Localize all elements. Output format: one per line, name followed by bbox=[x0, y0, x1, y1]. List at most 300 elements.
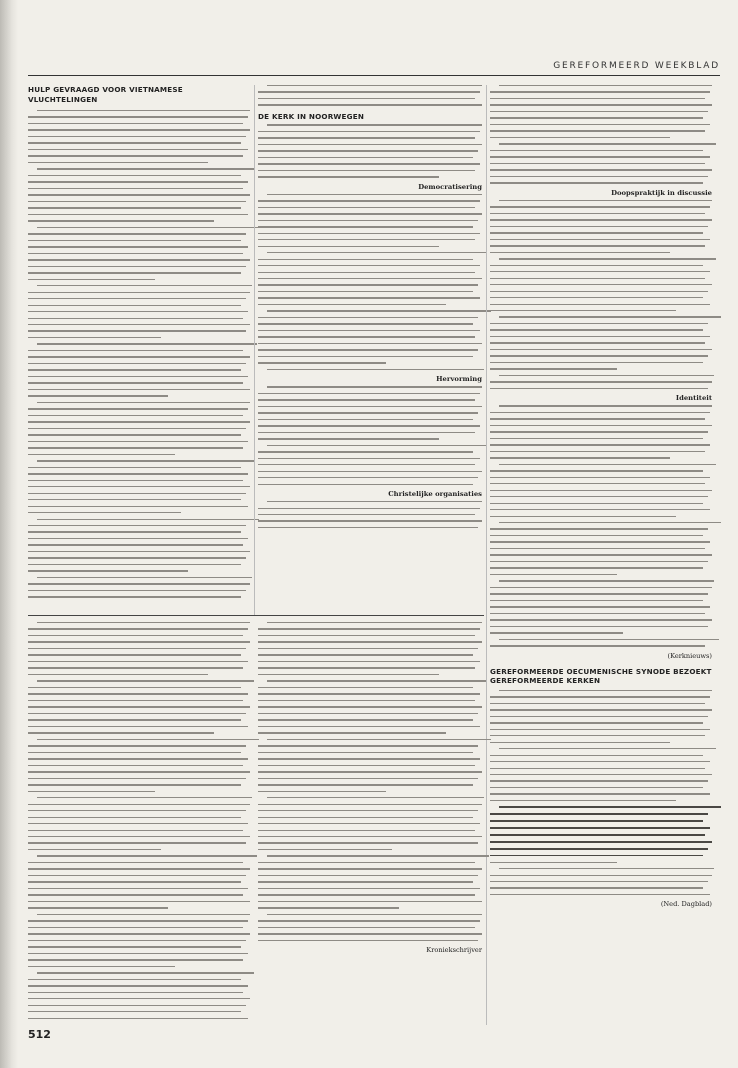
text-line bbox=[28, 570, 188, 571]
text-line bbox=[258, 291, 473, 292]
text-line bbox=[490, 323, 708, 324]
text-line bbox=[258, 527, 478, 528]
text-line bbox=[490, 722, 703, 723]
text-line bbox=[258, 170, 475, 171]
text-line bbox=[28, 324, 250, 325]
text-line bbox=[258, 200, 480, 201]
text-line bbox=[28, 421, 250, 422]
text-line bbox=[267, 622, 482, 623]
text-line bbox=[37, 622, 250, 623]
synod-signature: (Ned. Dagblad) bbox=[660, 900, 712, 909]
text-line bbox=[258, 674, 439, 675]
norway-title: DE KERK IN NOORWEGEN bbox=[258, 111, 365, 121]
text-line bbox=[28, 363, 246, 364]
text-line bbox=[258, 771, 482, 772]
synod-title: GEREFORMEERDE OECUMENISCHE SYNODE BEZOEKT GEREFORMEERDE KERKEN bbox=[490, 666, 712, 686]
text-line bbox=[28, 888, 248, 889]
text-line bbox=[37, 168, 255, 169]
text-line bbox=[37, 914, 250, 915]
text-line bbox=[258, 628, 480, 629]
vietnam-article bbox=[28, 85, 250, 603]
text-line bbox=[267, 445, 487, 446]
text-line bbox=[28, 486, 250, 487]
text-line bbox=[28, 201, 246, 202]
continuation-left bbox=[28, 622, 250, 1024]
text-line bbox=[28, 292, 250, 293]
continuation-middle-body bbox=[258, 622, 482, 941]
text-line bbox=[258, 817, 473, 818]
text-line bbox=[37, 460, 255, 461]
text-line bbox=[28, 693, 248, 694]
text-line bbox=[267, 310, 491, 311]
text-line bbox=[499, 690, 712, 691]
text-line bbox=[490, 206, 710, 207]
text-line bbox=[490, 632, 623, 633]
continuation-left-body bbox=[28, 622, 250, 1019]
text-line bbox=[490, 855, 703, 857]
text-line bbox=[490, 496, 708, 497]
text-line bbox=[267, 855, 489, 856]
text-line bbox=[490, 709, 712, 710]
text-line bbox=[28, 687, 241, 688]
text-line bbox=[258, 635, 475, 636]
text-line bbox=[28, 966, 175, 967]
text-line bbox=[28, 162, 208, 163]
text-line bbox=[258, 297, 480, 298]
text-line bbox=[267, 252, 487, 253]
text-line bbox=[258, 330, 480, 331]
text-line bbox=[267, 501, 482, 502]
text-line bbox=[28, 765, 243, 766]
text-line bbox=[490, 606, 710, 607]
text-line bbox=[490, 574, 617, 575]
text-line bbox=[28, 927, 243, 928]
text-line bbox=[490, 355, 708, 356]
text-line bbox=[28, 706, 250, 707]
text-line bbox=[490, 820, 703, 822]
text-line bbox=[490, 848, 708, 850]
text-line bbox=[267, 369, 484, 370]
text-line bbox=[258, 137, 475, 138]
text-line bbox=[258, 791, 386, 792]
text-line bbox=[499, 258, 717, 259]
text-line bbox=[28, 849, 161, 850]
text-line bbox=[258, 881, 473, 882]
text-line bbox=[28, 311, 248, 312]
text-line bbox=[37, 577, 252, 578]
text-line bbox=[258, 778, 478, 779]
text-line bbox=[258, 713, 478, 714]
text-line bbox=[490, 252, 670, 253]
text-line bbox=[490, 150, 703, 151]
text-line bbox=[258, 393, 480, 394]
continuation-middle bbox=[258, 622, 482, 955]
text-line bbox=[490, 528, 708, 529]
text-line bbox=[28, 784, 241, 785]
text-line bbox=[28, 830, 243, 831]
text-line bbox=[490, 91, 710, 92]
text-line bbox=[258, 520, 482, 521]
text-line bbox=[490, 887, 703, 888]
text-line bbox=[28, 408, 248, 409]
text-line bbox=[28, 810, 246, 811]
text-line bbox=[490, 774, 712, 775]
text-line bbox=[490, 265, 703, 266]
text-line bbox=[28, 129, 250, 130]
text-line bbox=[258, 176, 439, 177]
text-line bbox=[37, 680, 255, 681]
norway-sub-democratisering: Democratisering bbox=[418, 182, 482, 191]
right-sub-doopspraktijk: Doopspraktijk in discussie bbox=[611, 188, 712, 197]
text-line bbox=[28, 207, 241, 208]
text-line bbox=[490, 477, 710, 478]
text-line bbox=[28, 979, 241, 980]
text-line bbox=[258, 940, 478, 941]
text-line bbox=[28, 778, 246, 779]
text-line bbox=[258, 317, 478, 318]
text-line bbox=[258, 304, 446, 305]
text-line bbox=[28, 907, 168, 908]
text-line bbox=[499, 200, 712, 201]
text-line bbox=[490, 349, 712, 350]
text-line bbox=[490, 703, 705, 704]
text-line bbox=[258, 406, 482, 407]
text-line bbox=[258, 278, 482, 279]
text-line bbox=[490, 755, 703, 756]
text-line bbox=[490, 388, 708, 389]
text-line bbox=[490, 483, 705, 484]
text-line bbox=[490, 841, 712, 843]
text-line bbox=[490, 761, 710, 762]
text-line bbox=[28, 700, 243, 701]
text-line bbox=[28, 389, 250, 390]
text-line bbox=[258, 104, 482, 105]
text-line bbox=[28, 266, 246, 267]
text-line bbox=[28, 376, 248, 377]
text-line bbox=[258, 927, 475, 928]
text-line bbox=[258, 842, 478, 843]
text-line bbox=[258, 91, 480, 92]
text-line bbox=[490, 881, 708, 882]
norway-body-2 bbox=[258, 194, 482, 370]
text-line bbox=[490, 124, 710, 125]
text-line bbox=[490, 297, 703, 298]
text-line bbox=[490, 232, 703, 233]
text-line bbox=[490, 239, 710, 240]
text-line bbox=[490, 219, 712, 220]
text-line bbox=[267, 797, 484, 798]
norway-body-3 bbox=[258, 386, 482, 485]
text-line bbox=[258, 284, 478, 285]
text-line bbox=[28, 123, 243, 124]
text-line bbox=[490, 535, 703, 536]
text-line bbox=[28, 330, 246, 331]
text-line bbox=[267, 386, 482, 387]
text-line bbox=[499, 580, 714, 581]
text-line bbox=[37, 855, 257, 856]
text-line bbox=[258, 810, 478, 811]
text-line bbox=[258, 432, 475, 433]
text-line bbox=[258, 661, 480, 662]
text-line bbox=[258, 514, 475, 515]
text-line bbox=[258, 98, 475, 99]
text-line bbox=[28, 188, 243, 189]
right-body-3 bbox=[490, 405, 712, 646]
text-line bbox=[490, 213, 705, 214]
text-line bbox=[490, 470, 703, 471]
text-line bbox=[28, 214, 248, 215]
text-line bbox=[490, 827, 710, 829]
text-line bbox=[258, 693, 480, 694]
text-line bbox=[28, 920, 248, 921]
text-line bbox=[258, 458, 480, 459]
text-line bbox=[490, 800, 676, 801]
text-line bbox=[28, 441, 248, 442]
page-binding-shadow bbox=[0, 0, 18, 1068]
text-line bbox=[258, 726, 480, 727]
text-line bbox=[490, 729, 710, 730]
text-line bbox=[28, 525, 246, 526]
text-line bbox=[258, 451, 473, 452]
text-line bbox=[490, 862, 617, 863]
text-line bbox=[258, 823, 480, 824]
text-line bbox=[28, 382, 243, 383]
text-line bbox=[28, 531, 241, 532]
text-line bbox=[258, 508, 480, 509]
text-line bbox=[499, 748, 717, 749]
text-line bbox=[499, 375, 714, 376]
text-line bbox=[28, 654, 241, 655]
text-line bbox=[490, 813, 708, 815]
right-body-1 bbox=[490, 85, 712, 184]
text-line bbox=[28, 661, 248, 662]
text-line bbox=[28, 1011, 241, 1012]
text-line bbox=[28, 395, 168, 396]
text-line bbox=[258, 933, 482, 934]
text-line bbox=[28, 415, 243, 416]
text-line bbox=[37, 519, 259, 520]
text-line bbox=[28, 116, 248, 117]
text-line bbox=[28, 583, 250, 584]
text-line bbox=[28, 726, 248, 727]
text-line bbox=[490, 567, 703, 568]
text-line bbox=[28, 538, 248, 539]
norway-intro bbox=[258, 85, 482, 106]
text-line bbox=[490, 368, 617, 369]
text-line bbox=[490, 735, 705, 736]
text-line bbox=[258, 226, 473, 227]
text-line bbox=[499, 85, 712, 86]
text-line bbox=[28, 836, 250, 837]
text-line bbox=[28, 142, 241, 143]
text-line bbox=[490, 130, 705, 131]
text-line bbox=[28, 428, 246, 429]
text-line bbox=[28, 220, 214, 221]
text-line bbox=[28, 447, 243, 448]
text-line bbox=[258, 804, 482, 805]
text-line bbox=[490, 169, 712, 170]
text-line bbox=[499, 405, 712, 406]
text-line bbox=[28, 318, 243, 319]
text-line bbox=[258, 687, 473, 688]
section-divider bbox=[28, 615, 484, 616]
text-line bbox=[490, 793, 710, 794]
text-line bbox=[28, 155, 243, 156]
text-line bbox=[28, 771, 250, 772]
text-line bbox=[28, 551, 250, 552]
text-line bbox=[258, 157, 473, 158]
text-line bbox=[499, 464, 717, 465]
text-line bbox=[258, 323, 473, 324]
text-line bbox=[28, 590, 246, 591]
norway-sub-hervorming: Hervorming bbox=[436, 375, 482, 384]
text-line bbox=[490, 875, 712, 876]
text-line bbox=[28, 259, 250, 260]
text-line bbox=[490, 619, 712, 620]
text-line bbox=[28, 240, 241, 241]
text-line bbox=[258, 732, 446, 733]
text-line bbox=[490, 516, 676, 517]
text-line bbox=[490, 451, 705, 452]
text-line bbox=[28, 564, 241, 565]
text-line bbox=[490, 768, 705, 769]
text-line bbox=[258, 894, 475, 895]
text-line bbox=[28, 298, 246, 299]
text-line bbox=[258, 901, 482, 902]
text-line bbox=[258, 131, 480, 132]
text-line bbox=[490, 444, 710, 445]
text-line bbox=[490, 245, 705, 246]
text-line bbox=[258, 667, 475, 668]
text-line bbox=[490, 490, 712, 491]
text-line bbox=[499, 868, 714, 869]
text-line bbox=[490, 104, 712, 105]
right-sub-identiteit: Identiteit bbox=[675, 394, 712, 403]
text-line bbox=[28, 985, 248, 986]
text-line bbox=[490, 645, 705, 646]
text-line bbox=[28, 817, 241, 818]
page-number: 512 bbox=[28, 1028, 51, 1041]
text-line bbox=[267, 194, 482, 195]
text-line bbox=[490, 278, 705, 279]
text-line bbox=[490, 834, 705, 836]
text-line bbox=[28, 719, 241, 720]
text-line bbox=[490, 342, 705, 343]
text-line bbox=[490, 613, 705, 614]
right-column bbox=[490, 85, 712, 909]
header-rule bbox=[28, 75, 720, 76]
chronicle-signature: Kroniekschrijver bbox=[426, 946, 482, 955]
text-line bbox=[28, 279, 155, 280]
text-line bbox=[258, 830, 475, 831]
text-line bbox=[258, 477, 478, 478]
text-line bbox=[28, 894, 243, 895]
text-line bbox=[28, 181, 248, 182]
text-line bbox=[28, 246, 248, 247]
text-line bbox=[267, 739, 491, 740]
text-line bbox=[28, 493, 246, 494]
text-line bbox=[258, 207, 475, 208]
text-line bbox=[490, 548, 705, 549]
text-line bbox=[258, 719, 473, 720]
text-line bbox=[28, 1005, 246, 1006]
text-line bbox=[28, 667, 243, 668]
vietnam-body bbox=[28, 110, 250, 598]
text-line bbox=[28, 480, 243, 481]
text-line bbox=[258, 362, 386, 363]
text-line bbox=[490, 431, 708, 432]
text-line bbox=[258, 144, 482, 145]
text-line bbox=[490, 425, 712, 426]
text-line bbox=[490, 894, 710, 895]
text-line bbox=[490, 438, 703, 439]
text-line bbox=[28, 862, 243, 863]
text-line bbox=[28, 752, 241, 753]
text-line bbox=[258, 259, 473, 260]
text-line bbox=[28, 713, 246, 714]
text-line bbox=[258, 907, 399, 908]
text-line bbox=[258, 246, 439, 247]
text-line bbox=[258, 464, 475, 465]
text-line bbox=[258, 849, 392, 850]
text-line bbox=[258, 920, 480, 921]
norway-body-1 bbox=[258, 124, 482, 177]
text-line bbox=[28, 842, 246, 843]
text-line bbox=[28, 732, 214, 733]
text-line bbox=[258, 758, 480, 759]
text-line bbox=[499, 522, 721, 523]
text-line bbox=[28, 512, 181, 513]
text-line bbox=[258, 233, 480, 234]
text-line bbox=[258, 349, 478, 350]
text-line bbox=[28, 499, 241, 500]
text-line bbox=[490, 600, 703, 601]
norway-article bbox=[258, 85, 482, 533]
text-line bbox=[490, 362, 703, 363]
text-line bbox=[28, 674, 208, 675]
text-line bbox=[258, 888, 480, 889]
text-line bbox=[28, 350, 243, 351]
text-line bbox=[499, 316, 721, 317]
text-line bbox=[258, 745, 478, 746]
text-line bbox=[258, 272, 475, 273]
text-line bbox=[37, 739, 259, 740]
text-line bbox=[28, 881, 241, 882]
text-line bbox=[258, 356, 473, 357]
text-line bbox=[28, 253, 243, 254]
text-line bbox=[490, 554, 712, 555]
text-line bbox=[28, 953, 248, 954]
text-line bbox=[267, 680, 487, 681]
text-line bbox=[28, 946, 241, 947]
text-line bbox=[267, 914, 482, 915]
text-line bbox=[258, 484, 473, 485]
text-line bbox=[490, 226, 708, 227]
text-line bbox=[258, 648, 478, 649]
text-line bbox=[28, 648, 246, 649]
right-body-2 bbox=[490, 200, 712, 389]
text-line bbox=[258, 700, 475, 701]
text-line bbox=[258, 336, 475, 337]
text-line bbox=[28, 959, 243, 960]
vietnam-title: HULP GEVRAAGD VOOR VIETNAMESE VLUCHTELINGEN bbox=[28, 85, 183, 104]
text-line bbox=[490, 291, 708, 292]
text-line bbox=[490, 271, 710, 272]
text-line bbox=[37, 972, 255, 973]
text-line bbox=[490, 509, 710, 510]
text-line bbox=[258, 220, 478, 221]
text-line bbox=[490, 329, 703, 330]
